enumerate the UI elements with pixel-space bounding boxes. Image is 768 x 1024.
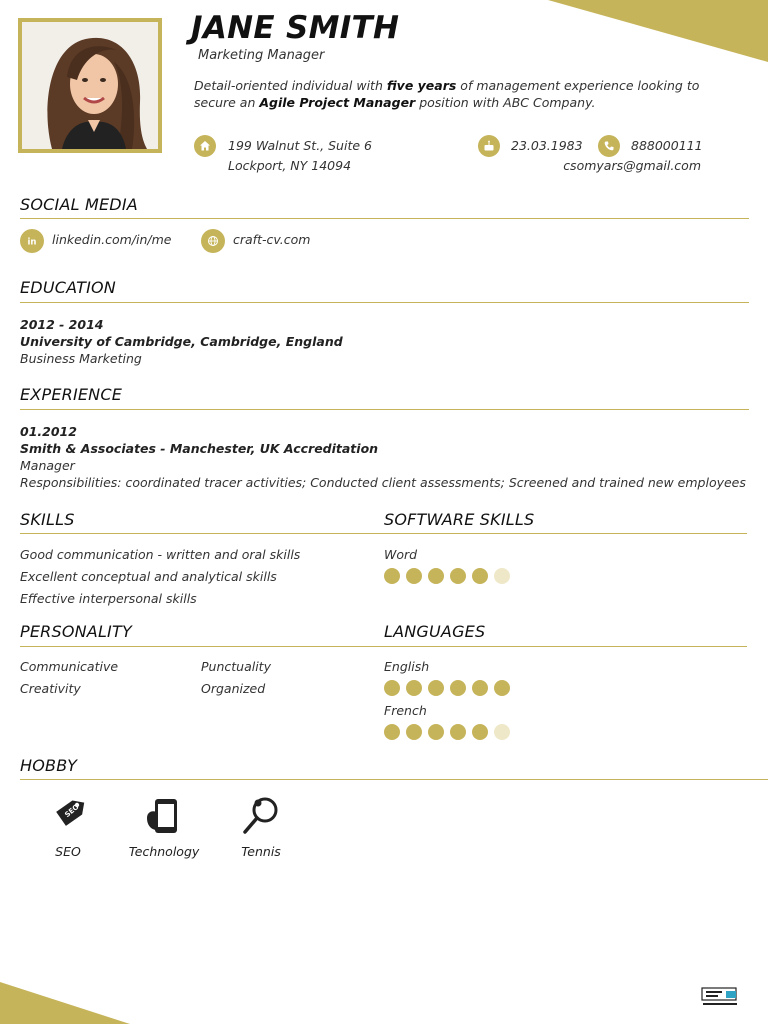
job-title: Marketing Manager bbox=[198, 48, 325, 63]
rating-dot-filled bbox=[406, 568, 422, 584]
education-school: University of Cambridge, Cambridge, England bbox=[20, 334, 343, 349]
experience-role: Manager bbox=[20, 458, 75, 473]
language-name: English bbox=[384, 659, 430, 674]
rating-dots bbox=[384, 724, 510, 740]
linkedin-icon bbox=[20, 229, 44, 253]
phone-number: 888000111 bbox=[631, 138, 703, 153]
divider bbox=[20, 409, 749, 410]
rating-dot-filled bbox=[472, 568, 488, 584]
email: csomyars@gmail.com bbox=[563, 158, 701, 173]
skill-item: Good communication - written and oral skills bbox=[20, 547, 301, 562]
education-years: 2012 - 2014 bbox=[20, 317, 104, 332]
brand-logo bbox=[700, 986, 740, 1008]
svg-text:SEO: SEO bbox=[63, 802, 81, 820]
hobby-label: SEO bbox=[55, 844, 81, 859]
rating-dot-filled bbox=[450, 568, 466, 584]
divider bbox=[20, 302, 749, 303]
languages-heading: LANGUAGES bbox=[384, 622, 486, 641]
summary bbox=[194, 77, 734, 111]
rating-dot-filled bbox=[494, 680, 510, 696]
rating-dot-filled bbox=[384, 724, 400, 740]
education-heading: EDUCATION bbox=[20, 278, 116, 297]
svg-text:in: in bbox=[27, 237, 37, 247]
rating-dot-filled bbox=[472, 680, 488, 696]
skill-item: Effective interpersonal skills bbox=[20, 591, 197, 606]
personality-item: Organized bbox=[201, 681, 266, 696]
personality-heading: PERSONALITY bbox=[20, 622, 132, 641]
summary-text: of management experience looking to secure an bbox=[194, 78, 700, 110]
rating-dot-filled bbox=[384, 568, 400, 584]
skill-item: Excellent conceptual and analytical skills bbox=[20, 569, 277, 584]
social-link-website[interactable]: craft-cv.com bbox=[233, 232, 311, 247]
software-skill-name: Word bbox=[384, 547, 418, 562]
experience-company: Smith & Associates - Manchester, UK Accreditation bbox=[20, 441, 379, 456]
cake-icon bbox=[478, 135, 500, 157]
rating-dots bbox=[384, 680, 510, 696]
rating-dot-empty bbox=[494, 568, 510, 584]
summary-highlight: Agile Project Manager bbox=[259, 95, 416, 110]
experience-date: 01.2012 bbox=[20, 424, 77, 439]
divider bbox=[20, 218, 749, 219]
social-media-heading: SOCIAL MEDIA bbox=[20, 195, 138, 214]
hobby-label: Technology bbox=[128, 844, 200, 859]
education-field: Business Marketing bbox=[20, 351, 142, 366]
birthdate: 23.03.1983 bbox=[511, 138, 583, 153]
language-name: French bbox=[384, 703, 427, 718]
personality-item: Communicative bbox=[20, 659, 119, 674]
rating-dot-filled bbox=[406, 724, 422, 740]
rating-dot-filled bbox=[428, 680, 444, 696]
rating-dot-filled bbox=[406, 680, 422, 696]
profile-photo bbox=[18, 18, 162, 153]
globe-icon bbox=[201, 229, 225, 253]
rating-dot-filled bbox=[450, 680, 466, 696]
rating-dot-filled bbox=[450, 724, 466, 740]
hobby-label: Tennis bbox=[241, 844, 281, 859]
address-line-1: 199 Walnut St., Suite 6 bbox=[228, 138, 372, 153]
phone-icon bbox=[598, 135, 620, 157]
bottom-left-decoration bbox=[0, 982, 130, 1024]
skills-heading: SKILLS bbox=[20, 510, 75, 529]
software-skills-heading: SOFTWARE SKILLS bbox=[384, 510, 535, 529]
personality-item: Punctuality bbox=[201, 659, 271, 674]
summary-text: position with ABC Company. bbox=[415, 95, 596, 110]
rating-dot-filled bbox=[472, 724, 488, 740]
address-line-2: Lockport, NY 14094 bbox=[228, 158, 352, 173]
rating-dot-empty bbox=[494, 724, 510, 740]
rating-dot-filled bbox=[428, 724, 444, 740]
tennis-racket-icon bbox=[241, 796, 281, 836]
divider bbox=[20, 779, 768, 780]
divider bbox=[20, 646, 747, 647]
rating-dots bbox=[384, 568, 510, 584]
experience-responsibilities: Responsibilities: coordinated tracer activities; Conducted client assessments; Screened and trained new employees bbox=[20, 475, 746, 490]
summary-text: Detail-oriented individual with bbox=[194, 78, 387, 93]
home-icon bbox=[194, 135, 216, 157]
divider bbox=[20, 533, 747, 534]
top-right-decoration bbox=[548, 0, 768, 62]
rating-dot-filled bbox=[428, 568, 444, 584]
smartphone-icon bbox=[144, 796, 184, 836]
experience-heading: EXPERIENCE bbox=[20, 385, 123, 404]
rating-dot-filled bbox=[384, 680, 400, 696]
social-link-linkedin[interactable]: linkedin.com/in/me bbox=[52, 232, 172, 247]
personality-item: Creativity bbox=[20, 681, 81, 696]
hobby-heading: HOBBY bbox=[20, 756, 78, 775]
summary-highlight: five years bbox=[386, 78, 457, 93]
seo-tag-icon bbox=[48, 796, 88, 836]
candidate-name: JANE SMITH bbox=[191, 10, 400, 46]
